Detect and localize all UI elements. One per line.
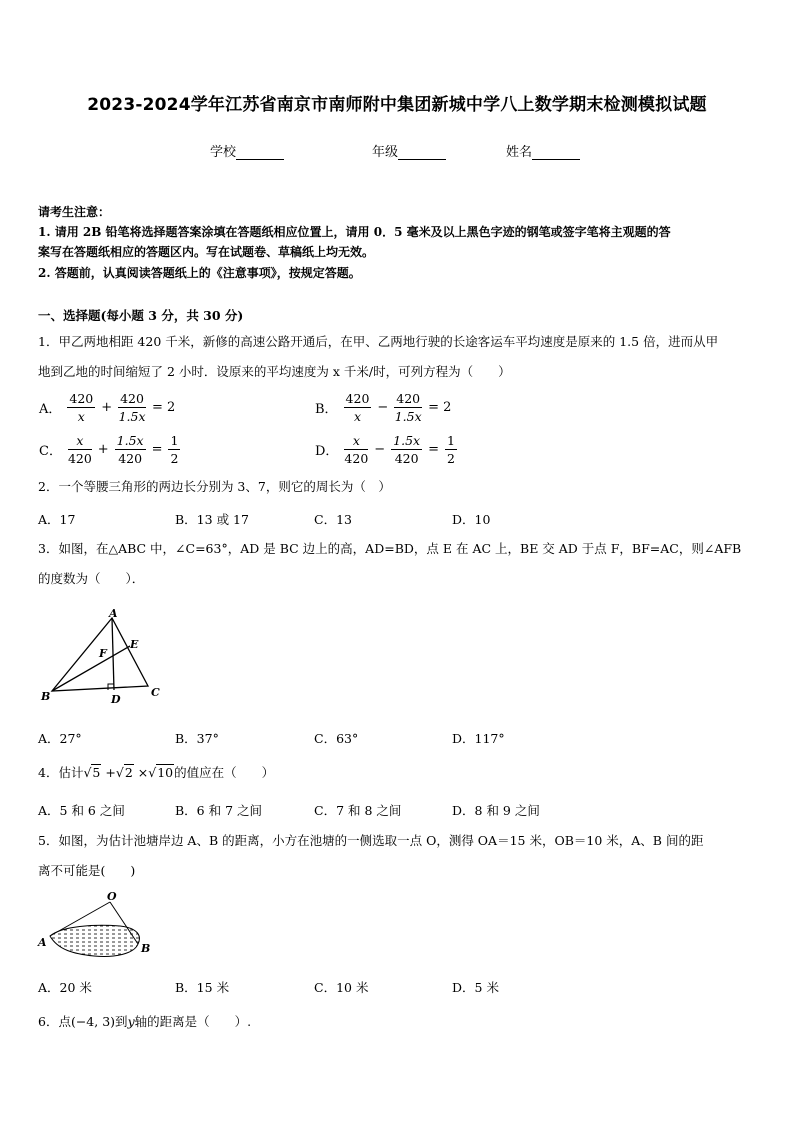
q3-option-d[interactable]: D．117° bbox=[452, 731, 505, 746]
grade-blank bbox=[398, 147, 446, 160]
name-field bbox=[506, 141, 580, 160]
q5-line-1: 5．如图，为估计池塘岸边 A、B 的距离，小方在池塘的一侧选取一点 O，测得 OA＝15 米，OB＝10 米，A、B 间的距 bbox=[38, 833, 704, 848]
label-b: B bbox=[141, 942, 151, 955]
operator: + bbox=[97, 442, 109, 457]
school-label: 学校 bbox=[210, 145, 237, 160]
label-o: O bbox=[107, 890, 117, 903]
name-label: 姓名 bbox=[506, 145, 533, 160]
fraction: $\frac{1.5x}{420}$ bbox=[393, 433, 421, 466]
q4-option-c[interactable]: C．7 和 8 之间 bbox=[314, 803, 402, 818]
q3-option-a[interactable]: A．27° bbox=[38, 731, 82, 746]
q6-text: 6．点(−4, 3)到y轴的距离是（ ）. bbox=[38, 1014, 252, 1029]
q4-option-d[interactable]: D．8 和 9 之间 bbox=[452, 803, 540, 818]
q5-option-b[interactable]: B．15 米 bbox=[175, 980, 230, 995]
notice-heading: 请考生注意： bbox=[38, 205, 111, 219]
q2-option-a[interactable]: A．17 bbox=[38, 512, 76, 527]
q3-line-2: 的度数为（ ）． bbox=[38, 571, 145, 586]
page-title: 2023-2024学年江苏省南京市南师附中集团新城中学八上数学期末检测模拟试题 bbox=[87, 95, 707, 115]
notice-item-1-line-1: 1. 请用 2B 铅笔将选择题答案涂填在答题纸相应位置上，请用 0．5 毫米及以上黑色字迹的钢笔或签字笔将主观题的答 bbox=[38, 225, 671, 239]
fraction: $\frac{x}{420}$ bbox=[67, 433, 92, 466]
q5-line-2: 离不可能是( ) bbox=[38, 863, 136, 878]
school-field bbox=[210, 141, 284, 160]
operator: − bbox=[377, 400, 389, 415]
q3-option-b[interactable]: B．37° bbox=[175, 731, 219, 746]
rhs: = 2 bbox=[151, 400, 176, 415]
fraction: $\frac{420}{1.5x}$ bbox=[394, 391, 422, 424]
q5-option-d[interactable]: D．5 米 bbox=[452, 980, 499, 995]
fraction: $\frac{1}{2}$ bbox=[446, 433, 455, 466]
grade-field bbox=[372, 141, 446, 160]
q1-line-2: 地到乙地的时间缩短了 2 小时．设原来的平均速度为 x 千米/时，可列方程为（ ） bbox=[38, 364, 511, 379]
fraction: $\frac{420}{1.5x}$ bbox=[118, 391, 146, 424]
q1-option-c[interactable]: C． $\frac{x}{420}$ + $\frac{1.5x}{420}$ = $\frac{1}{2}$ bbox=[39, 433, 179, 466]
q4-text: 4．估计√5 +√2 ×√10的值应在（ ） bbox=[38, 765, 275, 780]
rhs: = 2 bbox=[428, 400, 452, 415]
q4-option-a[interactable]: A．5 和 6 之间 bbox=[38, 803, 125, 818]
label-c: C bbox=[151, 686, 160, 699]
fraction: $\frac{1}{2}$ bbox=[170, 433, 179, 466]
label-f: F bbox=[99, 647, 107, 660]
q2-text: 2．一个等腰三角形的两边长分别为 3、7，则它的周长为（ ） bbox=[38, 479, 391, 494]
sqrt-10: 10 bbox=[157, 765, 174, 780]
axis-name: y bbox=[127, 1014, 135, 1029]
q1-option-b[interactable] bbox=[314, 390, 452, 425]
q2-option-d[interactable]: D．10 bbox=[452, 512, 491, 527]
label-a: A bbox=[109, 607, 118, 620]
school-blank bbox=[236, 147, 284, 160]
q3-option-c[interactable]: C．63° bbox=[314, 731, 359, 746]
grade-label: 年级 bbox=[372, 145, 399, 160]
label-d: D bbox=[111, 693, 121, 706]
q1-option-d[interactable]: D． $\frac{x}{420}$ − $\frac{1.5x}{420}$ = $\frac{1}{2}$ bbox=[315, 433, 455, 466]
fraction: $\frac{1.5x}{420}$ bbox=[116, 433, 144, 466]
sqrt-2: 2 bbox=[124, 765, 133, 780]
label-b: B bbox=[41, 690, 51, 703]
option-label: A． bbox=[39, 402, 62, 417]
fraction: $\frac{420}{x}$ bbox=[69, 391, 94, 424]
q4-option-b[interactable]: B．6 和 7 之间 bbox=[175, 803, 263, 818]
point-coordinates: (−4, 3) bbox=[70, 1014, 116, 1029]
sqrt-5: 5 bbox=[92, 765, 101, 780]
option-label: B． bbox=[315, 402, 338, 417]
q5-option-c[interactable]: C．10 米 bbox=[314, 980, 369, 995]
triangle-figure bbox=[38, 606, 168, 706]
q3-line-1: 3．如图，在△ABC 中，∠C=63°，AD 是 BC 边上的高，AD=BD，点 E 在 AC 上，BE 交 AD 于点 F，BF=AC，则∠AFB bbox=[38, 541, 742, 556]
notice-item-2: 2. 答题前，认真阅读答题纸上的《注意事项》，按规定答题。 bbox=[38, 266, 361, 280]
q1-option-a[interactable] bbox=[38, 390, 176, 425]
q2-option-b[interactable]: B．13 或 17 bbox=[175, 512, 249, 527]
label-e: E bbox=[130, 638, 139, 651]
fraction: $\frac{420}{x}$ bbox=[345, 391, 370, 424]
label-a: A bbox=[38, 936, 47, 949]
q5-option-a[interactable]: A．20 米 bbox=[38, 980, 92, 995]
operator: + bbox=[101, 400, 113, 415]
name-blank bbox=[532, 147, 580, 160]
q1-line-1: 1．甲乙两地相距 420 千米，新修的高速公路开通后，在甲、乙两地行驶的长途客运车平均速度是原来的 1.5 倍，进而从甲 bbox=[38, 334, 719, 349]
q2-option-c[interactable]: C．13 bbox=[314, 512, 352, 527]
pond-figure bbox=[34, 888, 164, 962]
operator: − bbox=[374, 442, 386, 457]
fraction: $\frac{x}{420}$ bbox=[344, 433, 369, 466]
option-label: C． bbox=[39, 444, 62, 459]
option-label: D． bbox=[315, 444, 339, 459]
notice-item-1-line-2: 案写在答题纸相应的答题区内。写在试题卷、草稿纸上均无效。 bbox=[38, 245, 375, 259]
section-heading: 一、选择题(每小题 3 分，共 30 分) bbox=[38, 308, 244, 323]
